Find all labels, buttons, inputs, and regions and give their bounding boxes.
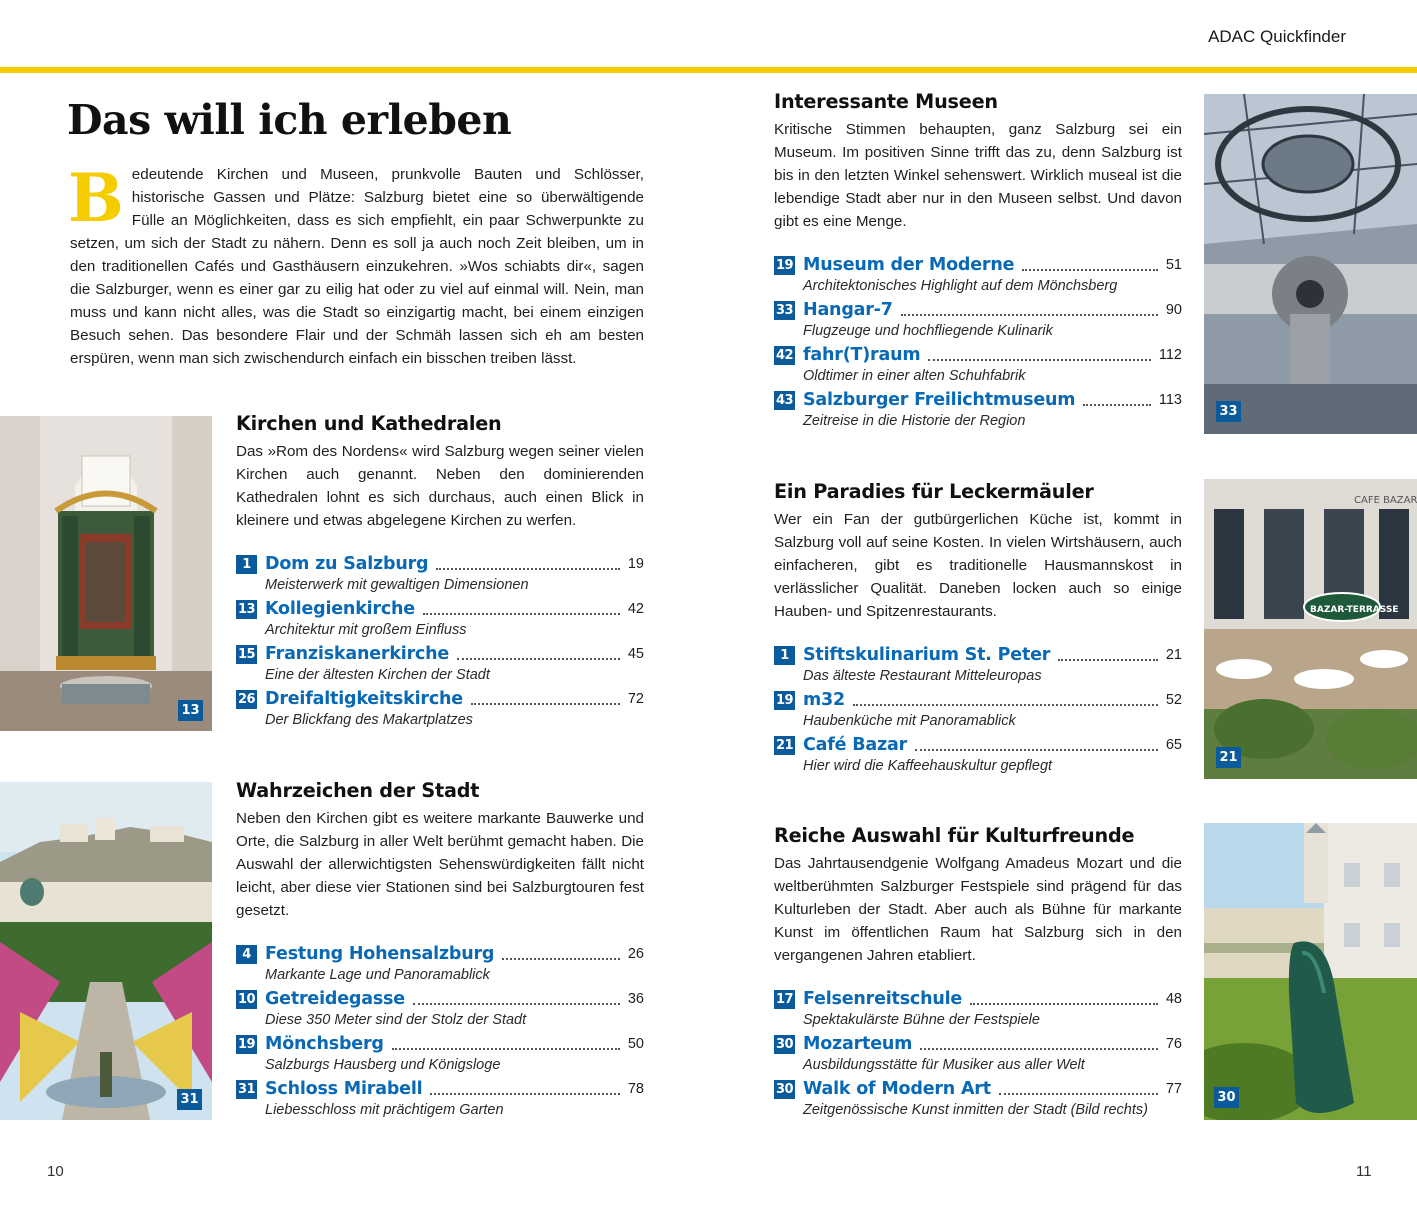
entry-page: 113: [1158, 392, 1182, 408]
entry-number-badge: 19: [775, 257, 794, 273]
entry-number-badge: 10: [237, 991, 256, 1007]
list-item: [774, 343, 1182, 386]
entry-name-link[interactable]: Salzburger Freilichtmuseum: [803, 390, 1076, 410]
page-title: Das will ich erleben: [67, 96, 512, 144]
entry-description: Diese 350 Meter sind der Stolz der Stadt: [265, 1012, 527, 1028]
leader-dots: [423, 613, 620, 615]
leader-dots: [471, 703, 620, 705]
entry-page: 77: [1165, 1081, 1182, 1097]
photo-hangar-7: [1204, 94, 1417, 434]
list-item: [236, 597, 644, 640]
entry-page: 21: [1165, 647, 1182, 663]
list-item: [774, 388, 1182, 431]
entry-name-link[interactable]: m32: [803, 690, 845, 710]
section-museen: [774, 90, 1182, 433]
intro-paragraph: [68, 159, 644, 370]
entry-name-link[interactable]: Hangar-7: [803, 300, 893, 320]
entry-page: 52: [1165, 692, 1182, 708]
entry-page: 65: [1165, 737, 1182, 753]
entry-name-link[interactable]: Walk of Modern Art: [803, 1079, 991, 1099]
entry-number-badge: 26: [237, 691, 256, 707]
entry-name-link[interactable]: Schloss Mirabell: [265, 1079, 423, 1099]
entry-number-badge: 21: [775, 737, 794, 753]
photo-number-badge: 31: [177, 1089, 202, 1110]
entry-description: Haubenküche mit Panoramablick: [803, 713, 1016, 729]
entry-list: [774, 643, 1182, 776]
leader-dots: [920, 1048, 1158, 1050]
header-rule: [0, 67, 1417, 73]
list-item: [236, 987, 644, 1030]
section-title: Interessante Museen: [774, 90, 998, 113]
list-item: [236, 1032, 644, 1075]
entry-name-link[interactable]: Franziskanerkirche: [265, 644, 450, 664]
entry-description: Oldtimer in einer alten Schuhfabrik: [803, 368, 1026, 384]
entry-name-link[interactable]: Dreifaltigkeitskirche: [265, 689, 463, 709]
entry-number-badge: 42: [775, 347, 794, 363]
entry-page: 48: [1165, 991, 1182, 1007]
entry-name-link[interactable]: fahr(T)raum: [803, 345, 921, 365]
list-item: [774, 298, 1182, 341]
photo-cafe-bazar: [1204, 479, 1417, 779]
entry-number-badge: 1: [774, 646, 795, 665]
list-item: [774, 1077, 1182, 1120]
page-number-left: 10: [47, 1163, 64, 1180]
entry-number-badge: 19: [237, 1036, 256, 1052]
photo-number-badge: 21: [1216, 747, 1241, 768]
leader-dots: [970, 1003, 1158, 1005]
section-kirchen: [236, 412, 644, 732]
entry-page: 72: [627, 691, 644, 707]
entry-description: Ausbildungsstätte für Musiker aus aller Welt: [803, 1057, 1085, 1073]
entry-description: Liebesschloss mit prächtigem Garten: [265, 1102, 504, 1118]
entry-page: 78: [627, 1081, 644, 1097]
list-item: [236, 1077, 644, 1120]
section-text: Das »Rom des Nordens« wird Salzburg wegen seiner vielen Kirchen auch genannt. Neben den dominierenden Kathedralen lohnt es sich durchaus, auch einen Blick in kleinere und etwas abgelegene Kirchen zu werfen.: [236, 443, 644, 529]
entry-number-badge: 33: [775, 302, 794, 318]
entry-page: 42: [627, 601, 644, 617]
entry-number-badge: 43: [775, 392, 794, 408]
entry-description: Zeitreise in die Historie der Region: [803, 413, 1026, 429]
section-title: Wahrzeichen der Stadt: [236, 779, 480, 802]
section-title: Ein Paradies für Leckermäuler: [774, 480, 1094, 503]
section-leckermaeuler: [774, 480, 1182, 778]
section-text: Neben den Kirchen gibt es weitere markante Bauwerke und Orte, die Salzburg in aller Welt berühmt gemacht haben. Die Auswahl der allerwichtigsten Sehenswürdigkeiten fällt nicht leicht, aber diese vier Stationen sind bei Salzburgtouren fest gesetzt.: [236, 810, 644, 919]
entry-name-link[interactable]: Dom zu Salzburg: [265, 554, 429, 574]
photo-facade-text: CAFE BAZAR: [1354, 495, 1417, 506]
section-text: Das Jahrtausendgenie Wolfgang Amadeus Mozart und die weltberühmten Salzburger Festspiele sind prägend für das Kulturleben der Stadt. Aber auch als Bühne für markante Kunst im öffentlichen Raum hat Salzburg sich in den vergangenen Jahren etabliert.: [774, 855, 1182, 964]
photo-kollegienkirche: [0, 416, 212, 731]
entry-list: [236, 552, 644, 730]
section-kultur: [774, 824, 1182, 1122]
leader-dots: [853, 704, 1158, 706]
entry-name-link[interactable]: Café Bazar: [803, 735, 907, 755]
entry-description: Flugzeuge und hochfliegende Kulinarik: [803, 323, 1053, 339]
entry-description: Zeitgenössische Kunst inmitten der Stadt (Bild rechts): [803, 1102, 1148, 1118]
entry-page: 36: [627, 991, 644, 1007]
entry-number-badge: 13: [237, 601, 256, 617]
entry-name-link[interactable]: Felsenreitschule: [803, 989, 963, 1009]
entry-name-link[interactable]: Festung Hohensalzburg: [265, 944, 495, 964]
leader-dots: [430, 1093, 619, 1095]
list-item: [236, 687, 644, 730]
entry-description: Markante Lage und Panoramablick: [265, 967, 490, 983]
running-header: ADAC Quickfinder: [1208, 27, 1346, 46]
entry-page: 112: [1158, 347, 1182, 363]
list-item: [236, 552, 644, 595]
entry-description: Das älteste Restaurant Mitteleuropas: [803, 668, 1042, 684]
entry-page: 26: [627, 946, 644, 962]
leader-dots: [1058, 659, 1158, 661]
entry-number-badge: 30: [775, 1036, 794, 1052]
list-item: [774, 1032, 1182, 1075]
entry-number-badge: 17: [775, 991, 794, 1007]
section-wahrzeichen: [236, 779, 644, 1122]
leader-dots: [502, 958, 620, 960]
entry-name-link[interactable]: Mozarteum: [803, 1034, 913, 1054]
leader-dots: [999, 1093, 1158, 1095]
entry-description: Eine der ältesten Kirchen der Stadt: [265, 667, 490, 683]
entry-number-badge: 30: [775, 1081, 794, 1097]
photo-sign-text: BAZAR-TERRASSE: [1310, 605, 1399, 615]
entry-name-link[interactable]: Getreidegasse: [265, 989, 405, 1009]
entry-name-link[interactable]: Mönchsberg: [265, 1034, 384, 1054]
list-item: [236, 642, 644, 685]
list-item: [236, 942, 644, 985]
entry-description: Architektonisches Highlight auf dem Mönchsberg: [803, 278, 1118, 294]
entry-list: [236, 942, 644, 1120]
entry-description: Salzburgs Hausberg und Königsloge: [265, 1057, 501, 1073]
entry-number-badge: 31: [237, 1081, 256, 1097]
leader-dots: [392, 1048, 620, 1050]
entry-description: Meisterwerk mit gewaltigen Dimensionen: [265, 577, 529, 593]
section-text: Kritische Stimmen behaupten, ganz Salzburg sei ein Museum. Im positiven Sinne trifft das zu, denn Salzburg ist bis in den letzten Winkel sehenswert. Wirklich museal ist die lebendige Stadt aber nur in den Museen selbst. Und davon gibt es eine Menge.: [774, 121, 1182, 230]
entry-number-badge: 19: [775, 692, 794, 708]
entry-name-link[interactable]: Stiftskulinarium St. Peter: [803, 645, 1051, 665]
leader-dots: [901, 314, 1158, 316]
leader-dots: [1083, 404, 1151, 406]
entry-description: Architektur mit großem Einfluss: [265, 622, 467, 638]
section-title: Reiche Auswahl für Kulturfreunde: [774, 824, 1135, 847]
leader-dots: [457, 658, 620, 660]
leader-dots: [1022, 269, 1158, 271]
page-number-right: 11: [1356, 1163, 1372, 1180]
photo-number-badge: 30: [1214, 1087, 1239, 1108]
entry-list: [774, 987, 1182, 1120]
intro-text: edeutende Kirchen und Museen, prunkvolle Bauten und Schlösser, historische Gassen und Plätze: Salzburg bietet eine so überwältigende Fülle an Möglichkeiten, dass es sich empfiehlt, ein paar Schwerpunkte zu setzen, um sich der Stadt zu nähern. Denn es soll ja auch noch Zeit bleiben, um in den traditionellen Cafés und Gasthäusern einzukehren. »Wos schiabts dir«, sagen die Salzburger, wenn es einer gar zu eilig hat oder zu viel auf einmal will. Nein, man muss und kann nicht alles, was die Stadt so einzigartig macht, bei einem einzigen Besuch sehen. Das besondere Flair und der Schmäh lassen sich eh am besten erspüren, wenn man sich zwischendurch einfach ein bisschen treiben lässt.: [70, 166, 644, 367]
entry-page: 50: [627, 1036, 644, 1052]
leader-dots: [436, 568, 620, 570]
photo-number-badge: 13: [178, 700, 203, 721]
entry-page: 90: [1165, 302, 1182, 318]
entry-list: [774, 253, 1182, 431]
entry-page: 45: [627, 646, 644, 662]
entry-description: Spektakulärste Bühne der Festspiele: [803, 1012, 1040, 1028]
list-item: [774, 688, 1182, 731]
leader-dots: [928, 359, 1150, 361]
section-title: Kirchen und Kathedralen: [236, 412, 502, 435]
entry-page: 19: [627, 556, 644, 572]
drop-cap: B: [68, 159, 124, 237]
entry-name-link[interactable]: Museum der Moderne: [803, 255, 1015, 275]
entry-number-badge: 15: [237, 646, 256, 662]
list-item: [774, 733, 1182, 776]
list-item: [774, 253, 1182, 296]
entry-number-badge: 1: [236, 555, 257, 574]
photo-schloss-mirabell: [0, 782, 212, 1120]
photo-number-badge: 33: [1216, 401, 1241, 422]
entry-page: 51: [1165, 257, 1182, 273]
photo-walk-of-modern-art: [1204, 823, 1417, 1120]
leader-dots: [413, 1003, 620, 1005]
list-item: [774, 643, 1182, 686]
entry-description: Der Blickfang des Makartplatzes: [265, 712, 473, 728]
list-item: [774, 987, 1182, 1030]
entry-name-link[interactable]: Kollegienkirche: [265, 599, 415, 619]
entry-page: 76: [1165, 1036, 1182, 1052]
entry-description: Hier wird die Kaffeehauskultur gepflegt: [803, 758, 1053, 774]
entry-number-badge: 4: [236, 945, 257, 964]
section-text: Wer ein Fan der gutbürgerlichen Küche ist, kommt in Salzburg voll auf seine Kosten. In vielen Wirtshäusern, auch einfacheren, gibt es traditionelle Hausmannskost in verlässlicher Qualität. Daneben locken auch so einige Hauben- und Spitzenrestaurants.: [774, 511, 1182, 620]
leader-dots: [915, 749, 1158, 751]
